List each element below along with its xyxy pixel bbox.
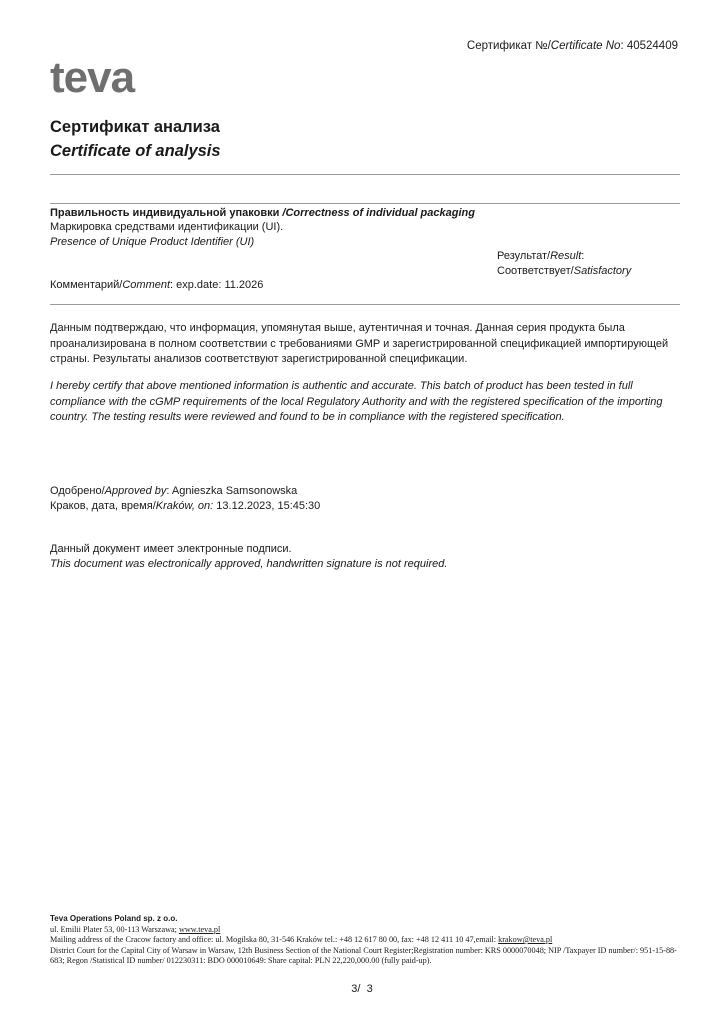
approved-by [50,484,297,499]
result-label-ru: Результат/ [497,250,551,262]
footer-email-link[interactable]: krakow@teva.pl [498,935,553,944]
result-value-en: Satisfactory [573,265,632,277]
footer-mailing-text: Mailing address of the Cracow factory and office: ul. Mogilska 80, 31-546 Kraków tel.: +48 12 617 80 00, fax: +48 12 411 10 47,email: [50,935,499,944]
page-number [0,983,724,995]
test-description-en: Presence of Unique Product Identifier (UI) [50,236,255,248]
test-name-en: /Correctness of individual packaging [282,207,475,219]
test-name [50,206,475,221]
result-value [497,264,631,279]
approval-place-date [50,499,320,514]
cert-label-ru: Сертификат №/ [466,40,551,52]
test-name-ru: Правильность индивидуальной упаковки [50,207,283,219]
page-total: 3 [366,983,373,995]
title-russian: Сертификат анализа [50,118,220,136]
place-label-en: Kraków, on: [155,500,214,512]
test-description-ru: Маркировка средствами идентификации (UI). [50,221,284,233]
esign-notice-ru: Данный документ имеет электронные подписи. [50,543,292,555]
footer-court: District Court for the Capital City of Warsaw in Warsaw, 12th Business Section of the National Court Register;Registration number: KRS 0000070048; NIP /Taxpayer ID number/: 951-15-88-683; Regon /Statistical ID number/ 012230311: BDO 000010649: Share capital: PLN 22,220,000.00 (fully paid-up). [50,945,677,965]
comment-label-ru: Комментарий/ [50,279,123,291]
footer-mailing [50,935,680,946]
comment [50,278,263,293]
cert-label-en: Certificate No [550,40,621,52]
result-label-colon: : [581,250,585,262]
comment-label-en: Comment [122,279,171,291]
footer-address-text: ul. Emilii Plater 53, 00-113 Warszawa; [50,924,179,934]
footer-address [50,925,680,936]
result-label [497,249,584,264]
divider [50,304,680,305]
esign-notice-en: This document was electronically approved, handwritten signature is not required. [50,558,448,570]
approved-label-en: Approved by [104,485,167,497]
comment-value: : exp.date: 11.2026 [170,279,264,291]
certification-text-ru: Данным подтверждаю, что информация, упомянутая выше, аутентичная и точная. Данная серия продукта была проанализирована в полном соответствии с требованиями GMP и зарегистрированной спецификацией импортирующей страны. Результаты анализов соответствуют зарегистрированной спецификации. [50,322,669,365]
certificate-number [467,40,678,52]
page-current: 3 [351,983,358,995]
cert-number-value: : 40524409 [620,40,678,52]
title-english: Certificate of analysis [50,142,221,160]
divider [50,203,680,204]
result-value-ru: Соответствует/ [497,265,574,277]
teva-logo [50,56,170,98]
logo-text: teva [50,56,135,98]
place-date-value: 13.12.2023, 15:45:30 [213,500,321,512]
place-label-ru: Краков, дата, время/ [50,500,156,512]
approved-label-ru: Одобрено/ [50,485,105,497]
footer-company: Teva Operations Poland sp. z o.o. [50,914,178,923]
footer [50,914,680,967]
page-separator: / [357,983,367,995]
certification-text-en: I hereby certify that above mentioned information is authentic and accurate. This batch of product has been tested in full compliance with the cGMP requirements of the local Regulatory Authority and with the registered specification of the importing country. The testing results were reviewed and found to be in compliance with the registered specification. [50,380,663,423]
approved-value: : Agnieszka Samsonowska [166,485,298,497]
footer-website-link[interactable]: www.teva.pl [178,924,221,934]
divider [50,174,680,175]
result-label-en: Result [550,250,582,262]
